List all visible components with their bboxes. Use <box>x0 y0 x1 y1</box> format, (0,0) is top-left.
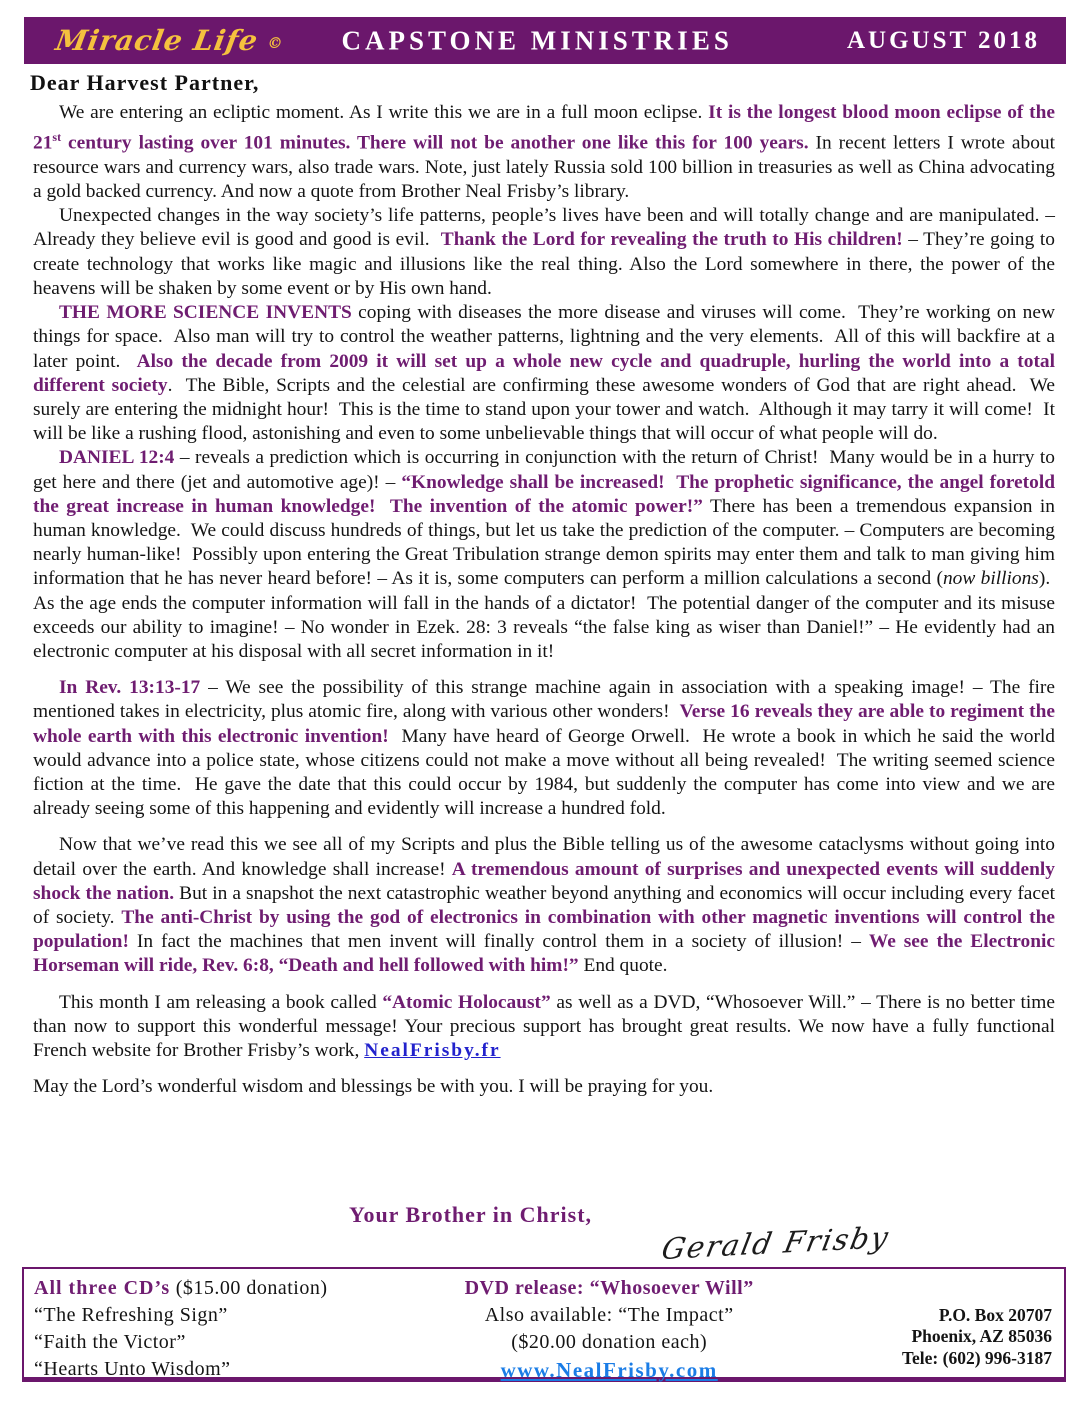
emphasis-text: Verse 16 reveals they are able to regiment the whole earth with this electronic invention! <box>33 701 1055 747</box>
emphasis-text: DANIEL 12:4 <box>59 447 175 469</box>
body-text: . The Bible, Scripts and the celestial are confirming these awesome wonders of God that are right ahead. We surely are entering the midnight hour! This is the time to stand upon your tower and watch. Although it may tarry it will come! It will be like a rushing flood, astonishing and even to some unbelievable things that will occur of what people will do. <box>33 374 1055 445</box>
letter-paragraph <box>33 301 1055 446</box>
issue-date: AUGUST 2018 <box>847 26 1040 54</box>
brand-logo <box>53 24 286 57</box>
copyright-icon: © <box>265 34 285 52</box>
contact-line: P.O. Box 20707 <box>938 1304 1052 1325</box>
cd-title: “Faith the Victor” <box>34 1331 186 1353</box>
italic-text: now billions <box>942 568 1039 590</box>
body-text: May the Lord’s wonderful wisdom and blessings be with you. I will be praying for you. <box>33 1076 714 1098</box>
emphasis-text: Thank the Lord for revealing the truth to His children! <box>440 229 903 251</box>
ordinal-superscript: st <box>52 130 62 145</box>
letter-paragraph <box>33 1075 1055 1099</box>
body-text: But in a snapshot the next catastrophic weather beyond anything and economics will occur including every facet of society. <box>33 882 1055 928</box>
body-text: This month I am releasing a book called <box>59 991 383 1013</box>
closing-line: Your Brother in Christ, <box>349 1202 593 1227</box>
body-text: as well as a DVD, “Whosoever Will.” – There is no better time than now to support this wonderful message! Your precious support has brought great results. We now have a fully functional French website for Brother Frisby’s work, <box>33 991 1055 1061</box>
ministry-title: CAPSTONE MINISTRIES <box>341 25 733 55</box>
letter-paragraph <box>33 676 1055 821</box>
letter-paragraph <box>33 101 1055 204</box>
body-text: Many have heard of George Orwell. He wrote a book in which he said the world would advance into a police state, whose citizens could not make a move without all being revealed! The writing seemed science fiction at the time. He gave the date that this could occur by 1984, but suddenly the computer has come into view and we are already seeing some of this happening and evidently will increase a hundred fold. <box>33 725 1055 820</box>
letter-paragraph <box>33 833 1055 978</box>
emphasis-text: We see the Electronic Horseman will ride, Rev. 6:8, “Death and hell followed with him!” <box>33 931 1056 977</box>
salutation: Dear Harvest Partner, <box>30 70 260 95</box>
body-text: We are entering an ecliptic moment. As I write this we are in a full moon eclipse. <box>59 102 709 123</box>
nealfrisby-fr-link[interactable]: NealFrisby.fr <box>364 1039 501 1061</box>
cd-title: “The Refreshing Sign” <box>34 1304 228 1326</box>
dvd-price: ($20.00 donation each) <box>511 1331 708 1353</box>
cd-offer-price: ($15.00 donation) <box>175 1277 328 1299</box>
emphasis-text: It is the longest blood moon eclipse of the 21 <box>33 102 1055 154</box>
emphasis-text: In Rev. 13:13-17 <box>59 677 201 699</box>
dvd-offer-column <box>390 1275 828 1382</box>
body-text: – They’re going to create technology that works like magic and illusions like the real thing. Also the Lord somewhere in there, the power of the heavens will be shaken by some event or by His own hand. <box>33 229 1055 299</box>
emphasis-text: century lasting over 101 minutes. There will not be another one like this for 100 years. <box>61 132 809 154</box>
emphasis-text: “Atomic Holocaust” <box>382 991 551 1013</box>
dvd-release-title: DVD release: “Whosoever Will” <box>464 1277 754 1299</box>
cd-title: “Hearts Unto Wisdom” <box>34 1358 231 1380</box>
body-text: – reveals a prediction which is occurring in conjunction with the return of Christ! Many would be in a hurry to get here and there (jet and automotive age)! – <box>33 447 1056 493</box>
footer-offer-box <box>22 1267 1066 1382</box>
body-text: ). As the age ends the computer information will fall in the hands of a dictator! The potential danger of the computer and its misuse exceeds our ability to imagine! – No wonder in Ezek. 28: 3 reveals “the false king as wiser than Daniel!” – He evidently had an electronic computer at his disposal with all secret information in it! <box>33 568 1056 662</box>
cd-offer-title-line <box>34 1275 390 1302</box>
contact-column <box>828 1305 1052 1374</box>
dvd-also-available: Also available: “The Impact” <box>484 1304 734 1326</box>
letter-paragraph <box>33 204 1055 301</box>
body-text: – We see the possibility of this strange machine again in association with a speaking image! – The fire mentioned takes in electricity, plus atomic fire, along with various other wonders! <box>33 677 1055 723</box>
body-text: In fact the machines that men invent will finally control them in a society of illusion! – <box>128 931 869 953</box>
contact-line: Tele: (602) 996-3187 <box>901 1347 1052 1368</box>
letter-paragraph <box>33 446 1055 664</box>
emphasis-text: A tremendous amount of surprises and unexpected events will suddenly shock the nation. <box>33 858 1055 904</box>
emphasis-text: Also the decade from 2009 it will set up a whole new cycle and quadruple, hurling the world into a total different society <box>33 350 1055 396</box>
letter-paragraph <box>33 991 1055 1064</box>
masthead <box>24 17 1066 64</box>
website-link[interactable]: www.NealFrisby.com <box>500 1358 718 1382</box>
body-text: There has been a tremendous expansion in human knowledge. We could discuss hundreds of things, but let us take the prediction of the computer. – Computers are becoming nearly human-like! Possibly upon entering the Great Tribulation strange demon spirits may enter them and talk to man giving him information that he has never heard before! – As it is, some computers can perform a million calculations a second ( <box>33 495 1055 590</box>
body-text: End quote. <box>578 955 668 977</box>
cd-offer-column <box>34 1275 390 1380</box>
body-text: Now that we’ve read this we see all of my Scripts and plus the Bible telling us of the awesome cataclysms without going into detail over the earth. And knowledge shall increase! <box>33 834 1055 880</box>
letter-body <box>33 101 1055 1099</box>
cd-title-list <box>34 1302 390 1383</box>
body-text: Unexpected changes in the way society’s life patterns, people’s lives have been and will totally change and are manipulated. – Already they believe evil is good and good is evil. <box>33 205 1055 251</box>
body-text: coping with diseases the more disease and viruses will come. They’re working on new things for space. Also man will try to control the weather patterns, lightning and the very elements. All of this will backfire at a later point. <box>33 302 1055 372</box>
brand-name: Miracle Life <box>53 24 261 57</box>
body-text: In recent letters I wrote about resource wars and currency wars, also trade wars. Note, just lately Russia sold 100 billion in treasuries as well as China advocating a gold backed currency. And now a quote from Brother Neal Frisby’s library. <box>33 132 1055 203</box>
signature: Gerald Frisby <box>658 1219 893 1267</box>
emphasis-text: The anti-Christ by using the god of electronics in combination with other magnetic inventions will control the population! <box>33 906 1055 953</box>
emphasis-text: THE MORE SCIENCE INVENTS <box>59 302 352 324</box>
emphasis-text: “Knowledge shall be increased! The prophetic significance, the angel foretold the great increase in human knowledge! The invention of the atomic power!” <box>33 471 1055 517</box>
cd-offer-title: All three CD’s <box>34 1277 171 1299</box>
contact-line: Phoenix, AZ 85036 <box>911 1326 1052 1346</box>
